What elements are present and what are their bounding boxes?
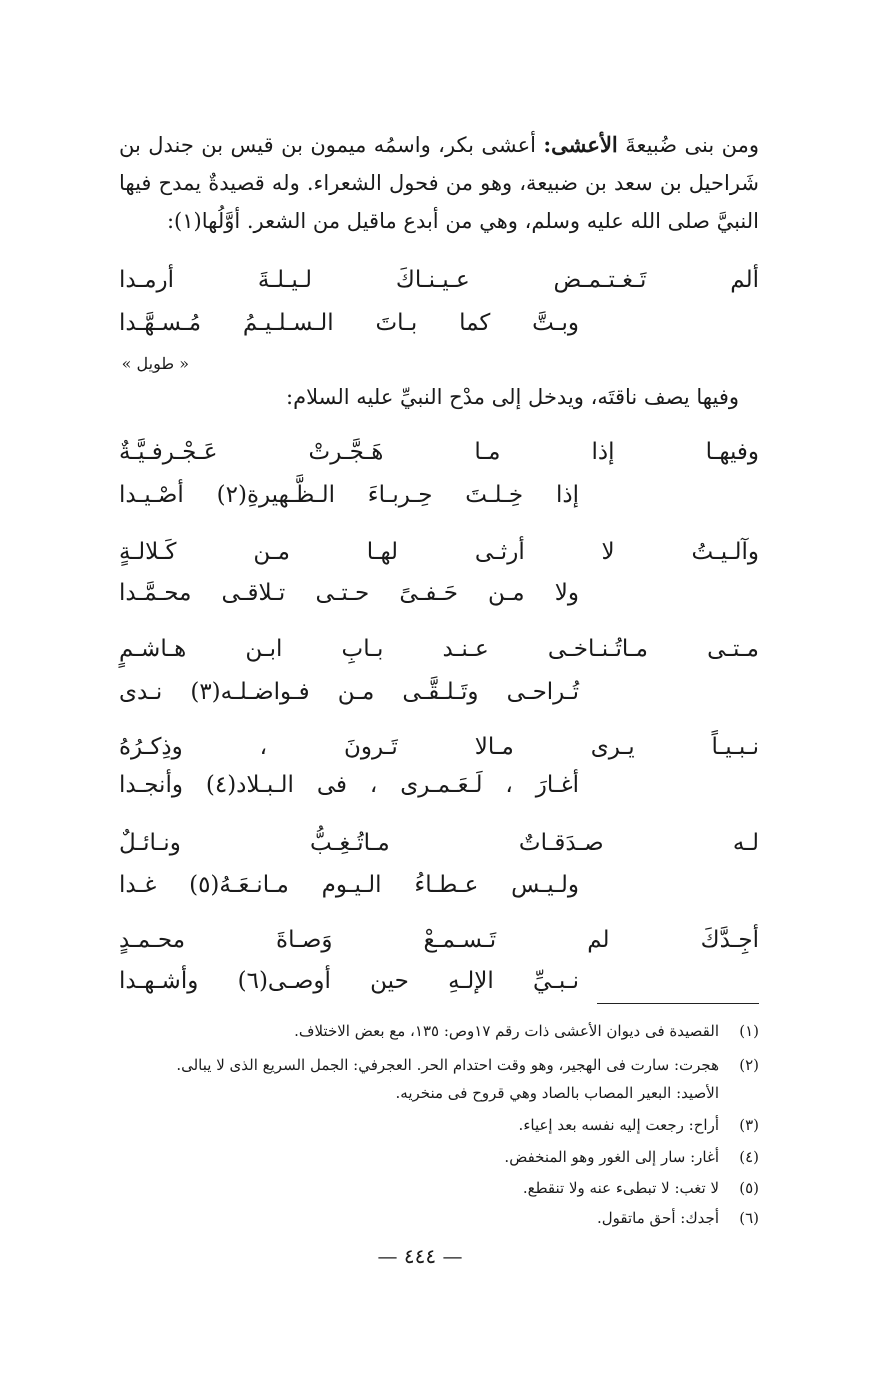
footnote-text: أراح: رجعت إليه نفسه بعد إعياء. bbox=[518, 1116, 719, 1134]
footnote-number: (١) bbox=[739, 1022, 759, 1040]
footnote-item bbox=[99, 1020, 759, 1042]
verse-second-hemistich: تُـراحـى وتَـلـقَّـى مـن فـواضـلـه(٣) نـدى bbox=[119, 679, 580, 705]
verse-second-hemistich: نـبـيِّ الإلـهِ حين أوصـى(٦) وأشـهـدا bbox=[119, 968, 579, 994]
verse-second-hemistich: ولـيـس عـطـاءُ الـيـوم مـانـعَـهُ(٥) غـدا bbox=[119, 872, 579, 898]
footnote-separator bbox=[597, 1003, 759, 1004]
footnote-number: (٥) bbox=[739, 1179, 759, 1197]
footnote-text: القصيدة فى ديوان الأعشى ذات رقم ١٧وص: ١٣٥، مع بعض الاختلاف. bbox=[294, 1022, 719, 1040]
verse-first-hemistich: لـه صـدَقـاتٌ مـاتُـغِـبُّ ونـائـلٌ bbox=[119, 830, 759, 856]
footnote-item bbox=[99, 1207, 759, 1229]
meter-label: « طويل » bbox=[121, 354, 189, 373]
verse-first-hemistich: نـبـيـاً يـرى مـالا تَـرونَ ، وذِكـرُهُ bbox=[119, 734, 759, 760]
footnote-number: (٣) bbox=[739, 1116, 759, 1134]
footnote-text: أغار: سار إلى الغور وهو المنخفض. bbox=[504, 1148, 719, 1166]
intro-text: أعشى بكر، واسمُه ميمون بن قيس بن جندل بن شَراحيل بن سعد بن ضبيعة، وهو من فحول الشعراء. وله قصيدةٌ يمدح فيها النبيَّ صلى الله عليه وسلم، وهي من أبدع ماقيل من الشعر. أوَّلُها(١): bbox=[119, 133, 759, 233]
verse-first-hemistich: ألم تَـغـتـمـض عـيـنـاكَ لـيـلـةَ أرمـدا bbox=[119, 267, 759, 293]
verse-second-hemistich: إذا خِـلـتَ حِـربـاءَ الـظَّـهيرةِ(٢) أصْـيـدا bbox=[119, 482, 579, 508]
verse-second-hemistich: ولا مـن حَـفـىً حـتـى تـلاقـى محـمَّـدا bbox=[119, 580, 579, 606]
footnote-number: (٢) bbox=[739, 1056, 759, 1074]
verse-first-hemistich: أجِـدَّكَ لم تَـسـمـعْ وَصـاةَ محـمـدٍ bbox=[119, 927, 759, 953]
intro-paragraph bbox=[119, 126, 759, 240]
footnote-item bbox=[99, 1054, 759, 1076]
footnote-text: هجرت: سارت فى الهجير، وهو وقت احتدام الحر. العجرفي: الجمل السريع الذى لا يبالى. bbox=[176, 1056, 719, 1074]
intro-prefix: ومن بنى ضُبيعةَ bbox=[617, 133, 759, 157]
footnote-item bbox=[99, 1114, 759, 1136]
footnote-text: أجدك: أحق ماتقول. bbox=[597, 1209, 719, 1227]
verse-first-hemistich: وآلـيـتُ لا أرثـى لهـا مـن كَـلالـةٍ bbox=[119, 539, 759, 565]
footnote-text: لا تغب: لا تبطىء عنه ولا تنقطع. bbox=[522, 1179, 719, 1197]
verse-second-hemistich: وبـتَّ كما بـاتَ الـسـلـيـمُ مُـسـهَّـدا bbox=[119, 310, 579, 336]
footnote-item bbox=[99, 1146, 759, 1168]
footnote-continuation bbox=[99, 1082, 759, 1104]
prose-line: وفيها يصف ناقتَه، ويدخل إلى مدْح النبيِّ عليه السلام: bbox=[286, 385, 739, 409]
footnote-number: (٤) bbox=[739, 1148, 759, 1166]
verse-first-hemistich: مـتـى مـاتُـنـاخـى عـنـد بـابِ ابـن هـاشـمٍ bbox=[119, 636, 759, 662]
footnote-number: (٦) bbox=[739, 1209, 759, 1227]
footnote-item bbox=[99, 1177, 759, 1199]
footnote-text: الأصيد: البعير المصاب بالصاد وهي قروح فى منخريه. bbox=[395, 1084, 719, 1102]
page-number: — ٤٤٤ — bbox=[377, 1244, 463, 1268]
verse-first-hemistich: وفيهـا إذا مـا هَـجَّـرتْ عَـجْـرفـيَّـةٌ bbox=[119, 439, 759, 465]
poet-name: الأعشى: bbox=[543, 132, 618, 157]
verse-second-hemistich: أغـارَ ، لَـعَـمـرى ، فى الـبـلاد(٤) وأنجـدا bbox=[119, 772, 580, 798]
